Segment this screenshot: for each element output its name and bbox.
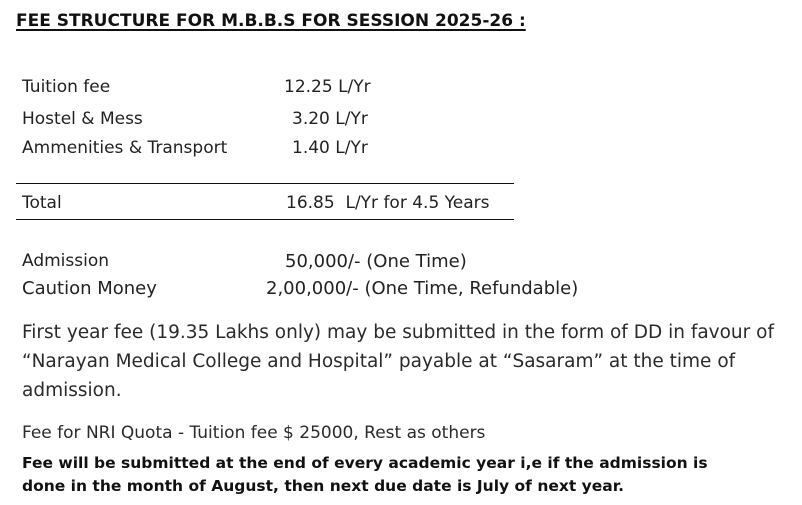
nri-quota-note: Fee for NRI Quota - Tuition fee $ 25000, Rest as others	[22, 423, 486, 443]
fee-value-amenities: 1.40 L/Yr	[292, 138, 368, 158]
fee-label-amenities: Ammenities & Transport	[22, 138, 228, 158]
admission-value: 50,000/- (One Time)	[285, 251, 467, 272]
total-value: 16.85 L/Yr for 4.5 Years	[286, 193, 490, 213]
first-year-fee-note: First year fee (19.35 Lakhs only) may be submitted in the form of DD in favour of “Narayan Medical College and Hospital” payable at “Sasaram” at the time of admission.	[22, 322, 774, 401]
due-date-note: Fee will be submitted at the end of every academic year i,e if the admission is done in the month of August, then next due date is July of next year.	[22, 454, 708, 495]
total-top-rule	[16, 183, 514, 184]
admission-label: Admission	[22, 251, 110, 271]
fee-label-hostel: Hostel & Mess	[22, 109, 143, 129]
fee-value-tuition: 12.25 L/Yr	[284, 77, 371, 97]
total-label: Total	[22, 193, 62, 213]
caution-money-value: 2,00,000/- (One Time, Refundable)	[266, 278, 579, 299]
page-title: FEE STRUCTURE FOR M.B.B.S FOR SESSION 2025-26 :	[16, 11, 526, 31]
caution-money-label: Caution Money	[22, 278, 157, 299]
total-bottom-rule	[16, 219, 514, 220]
fee-label-tuition: Tuition fee	[22, 77, 111, 97]
fee-value-hostel: 3.20 L/Yr	[292, 109, 368, 129]
